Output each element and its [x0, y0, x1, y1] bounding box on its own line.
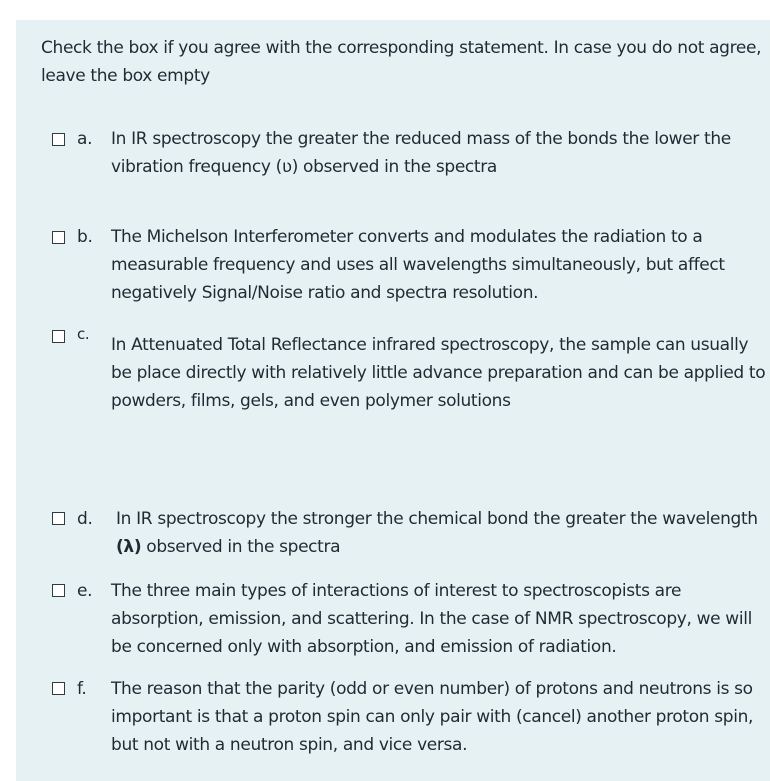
checkbox-a[interactable] [52, 133, 65, 146]
option-letter-f: f. [77, 679, 87, 699]
statement-b: The Michelson Interferometer converts and modulates the radiation to a measurable frequency and uses all wavelengths simultaneously, but affect negatively Signal/Noise ratio and spectra resolution. [111, 227, 725, 303]
checkbox-b[interactable] [52, 231, 65, 244]
statement-d-part2: observed in the spectra [141, 537, 341, 557]
checkbox-e[interactable] [52, 584, 65, 597]
instructions-text: Check the box if you agree with the corresponding statement. In case you do not agree, leave the box empty [41, 38, 762, 86]
option-letter-d: d. [77, 509, 93, 529]
option-letter-c: c. [77, 325, 90, 343]
lambda-symbol: (λ) [116, 537, 142, 557]
statement-a: In IR spectroscopy the greater the reduced mass of the bonds the lower the vibration frequency (ʋ) observed in the spectra [111, 129, 731, 177]
statement-c: In Attenuated Total Reflectance infrared spectroscopy, the sample can usually be place directly with relatively little advance preparation and can be applied to powders, films, gels, and even polymer solutions [111, 335, 766, 411]
option-letter-a: a. [77, 129, 93, 149]
option-letter-b: b. [77, 227, 93, 247]
statement-e: The three main types of interactions of interest to spectroscopists are absorption, emission, and scattering. In the case of NMR spectroscopy, we will be concerned only with absorption, and emission of radiation. [111, 581, 752, 657]
checkbox-c[interactable] [52, 330, 65, 343]
question-panel [16, 20, 770, 781]
checkbox-f[interactable] [52, 682, 65, 695]
checkbox-d[interactable] [52, 512, 65, 525]
statement-f: The reason that the parity (odd or even number) of protons and neutrons is so important is that a proton spin can only pair with (cancel) another proton spin, but not with a neutron spin, and vice versa. [111, 679, 754, 755]
statement-d-part1: In IR spectroscopy the stronger the chemical bond the greater the wavelength [116, 509, 758, 529]
option-letter-e: e. [77, 581, 93, 601]
statement-d [116, 505, 770, 561]
